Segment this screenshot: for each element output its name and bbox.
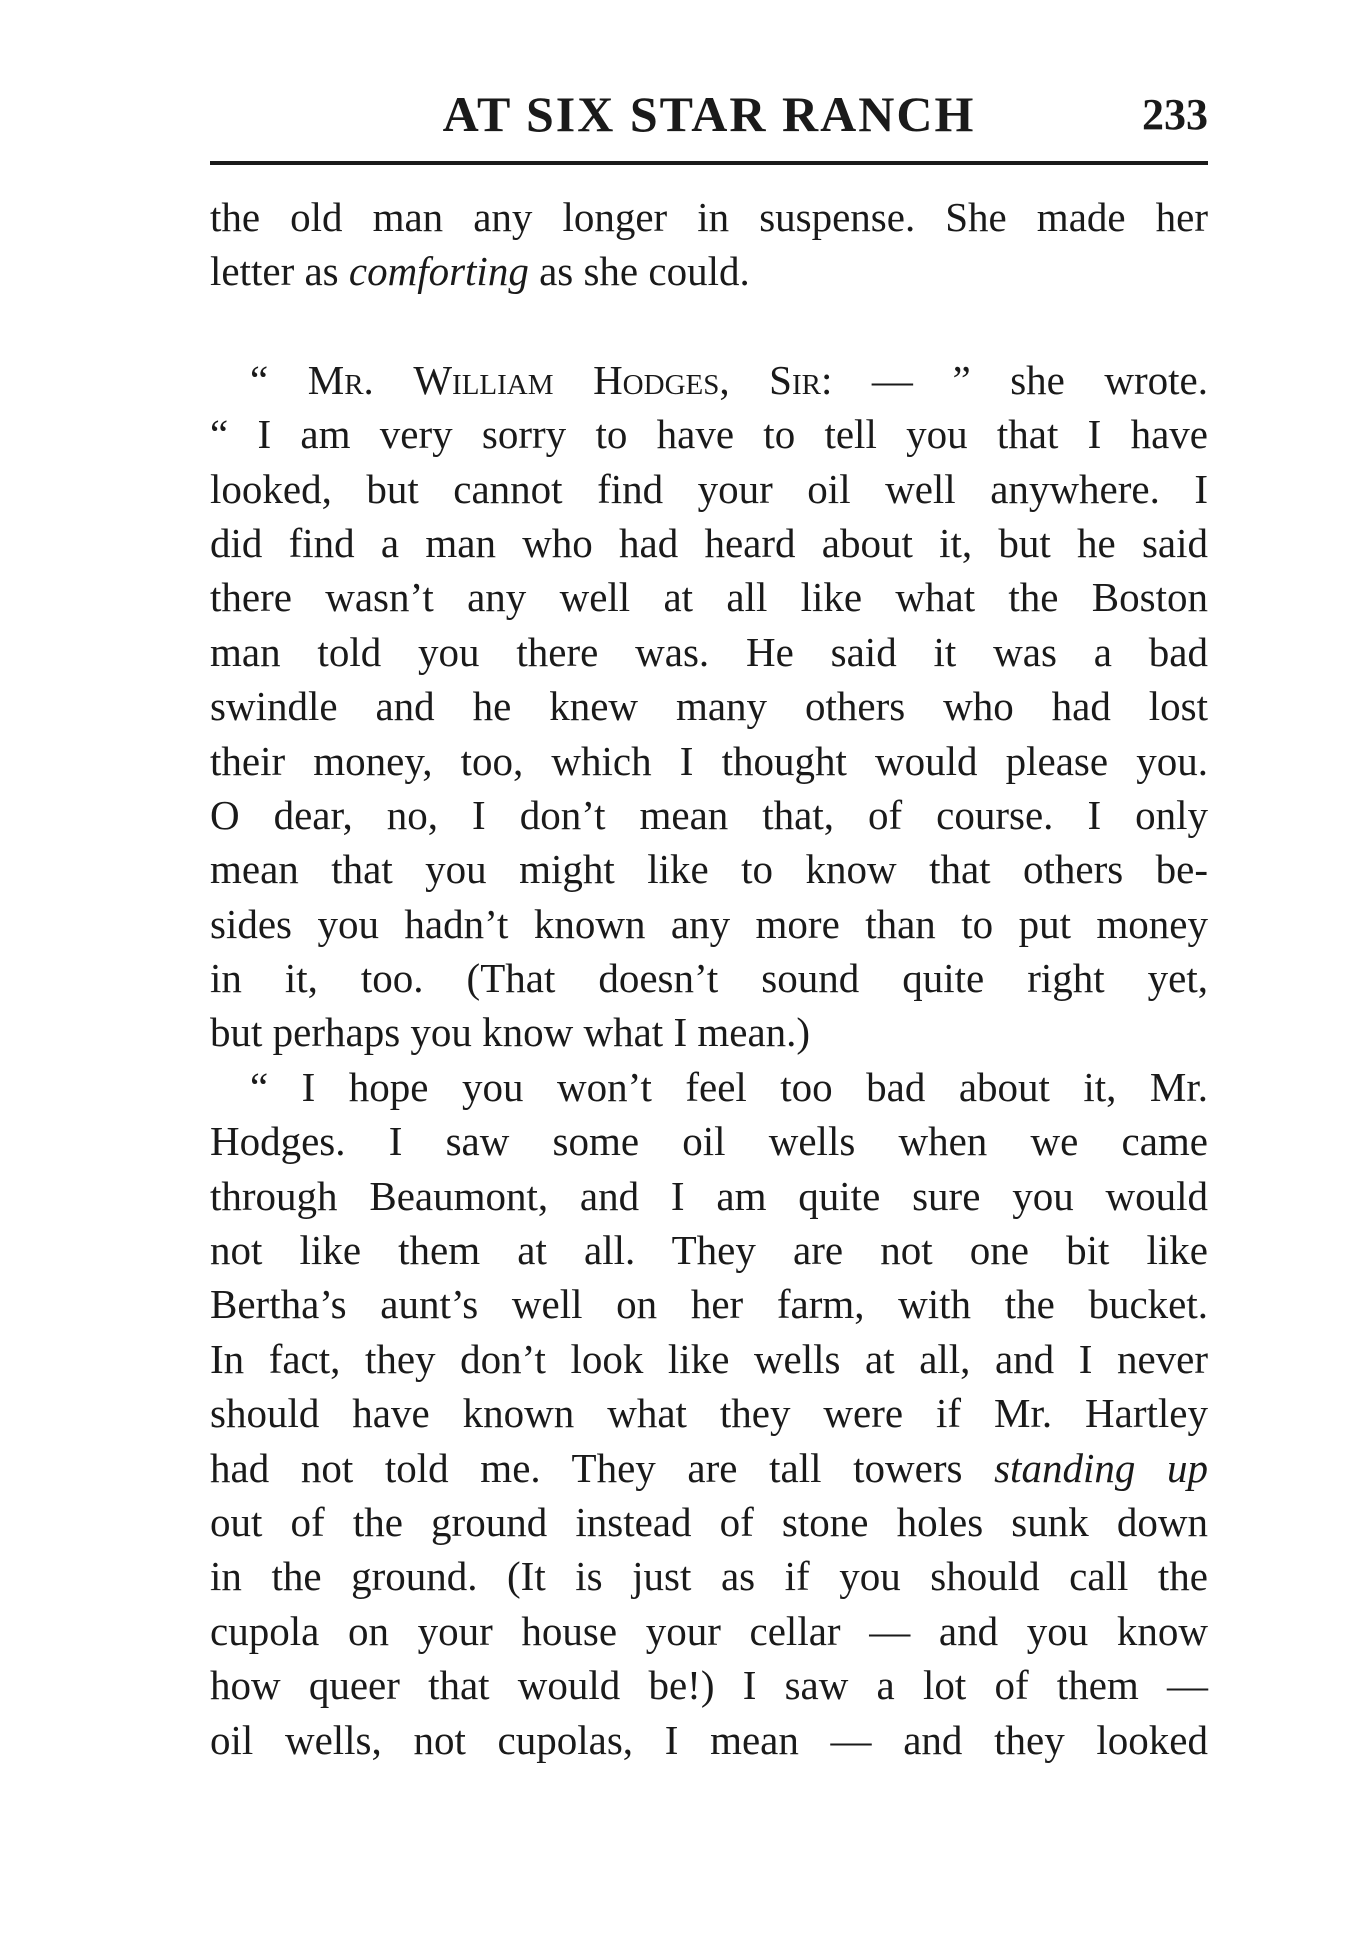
text-line: looked, but cannot find your oil well anywhere. I: [210, 465, 1208, 512]
text-line: through Beaumont, and I am quite sure you would: [210, 1172, 1208, 1219]
paragraph-gap: [210, 299, 1208, 353]
text-line: letter as comforting as she could.: [210, 248, 750, 295]
text-line: how queer that would be!) I saw a lot of them —: [210, 1662, 1208, 1709]
text-line: swindle and he knew many others who had lost: [210, 683, 1208, 730]
header-rule: [210, 161, 1208, 165]
letter-salutation: “ Mr. William Hodges, Sir: — ” she wrote.: [250, 356, 1208, 403]
text-line: “ I hope you won’t feel too bad about it, Mr.: [250, 1063, 1208, 1110]
text-line: there wasn’t any well at all like what the Boston: [210, 574, 1208, 621]
text-line: “ I am very sorry to have to tell you that I have: [210, 411, 1208, 458]
text-line: should have known what they were if Mr. Hartley: [210, 1390, 1208, 1437]
text-line: out of the ground instead of stone holes sunk down: [210, 1498, 1208, 1545]
page-number: 233: [1142, 90, 1208, 139]
text-line: in it, too. (That doesn’t sound quite right yet,: [210, 955, 1208, 1002]
body-text: [210, 190, 1208, 1767]
text-line: In fact, they don’t look like wells at all, and I never: [210, 1335, 1208, 1382]
text-line: the old man any longer in suspense. She made her: [210, 194, 1208, 240]
text-line: but perhaps you know what I mean.): [210, 1009, 811, 1056]
text-line: not like them at all. They are not one bit like: [210, 1227, 1208, 1274]
text-line: did find a man who had heard about it, but he said: [210, 519, 1208, 566]
italic-text: standing up: [994, 1444, 1208, 1491]
text-line: cupola on your house your cellar — and you know: [210, 1607, 1208, 1654]
text-line: had not told me. They are tall towers standing up: [210, 1444, 1208, 1491]
page-header: [210, 84, 1208, 144]
text-line: in the ground. (It is just as if you should call the: [210, 1553, 1208, 1600]
text-line: mean that you might like to know that others be-: [210, 846, 1208, 893]
running-title: AT SIX STAR RANCH: [442, 86, 976, 142]
italic-text: comforting: [348, 248, 529, 295]
text-line: man told you there was. He said it was a bad: [210, 628, 1208, 675]
text-line: oil wells, not cupolas, I mean — and they looked: [210, 1716, 1208, 1763]
text-line: sides you hadn’t known any more than to put money: [210, 900, 1208, 947]
text-line: Bertha’s aunt’s well on her farm, with the bucket.: [210, 1281, 1208, 1328]
text-line: O dear, no, I don’t mean that, of course. I only: [210, 791, 1208, 838]
text-line: Hodges. I saw some oil wells when we came: [210, 1118, 1208, 1165]
text-line: their money, too, which I thought would please you.: [210, 737, 1208, 784]
